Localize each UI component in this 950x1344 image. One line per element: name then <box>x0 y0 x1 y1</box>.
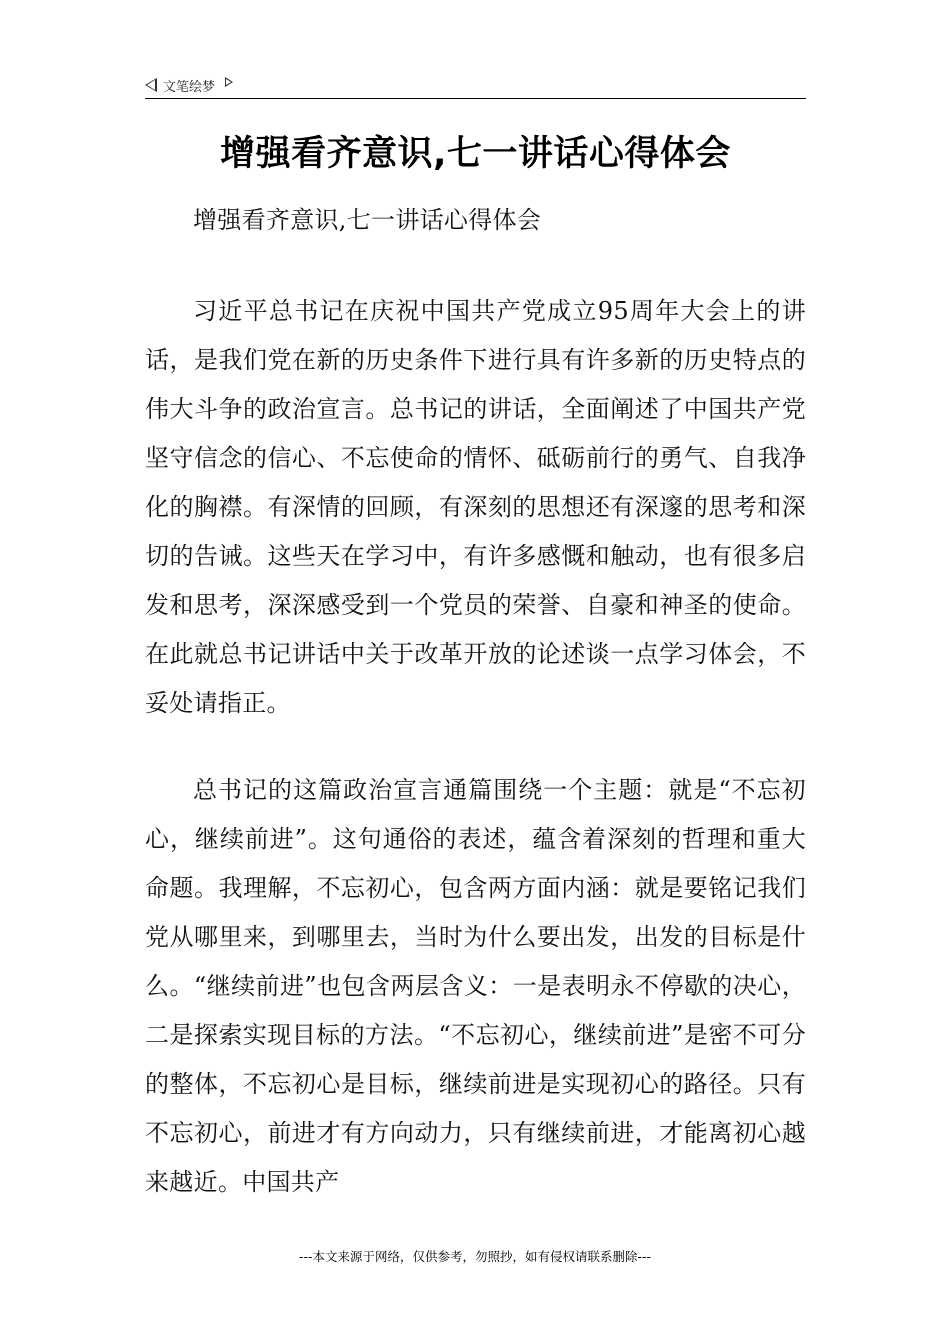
footer-notice: ---本文来源于网络，仅供参考，勿照抄，如有侵权请联系删除--- <box>298 1249 652 1264</box>
header-divider <box>145 98 806 99</box>
paragraph: 总书记的这篇政治宣言通篇围绕一个主题：就是“不忘初心，继续前进”。这句通俗的表述，蕴含着深刻的哲理和重大命题。我理解，不忘初心，包含两方面内涵：就是要铭记我们党从哪里来，到哪里去，当时为什么要出发，出发的目标是什么。“继续前进”也包含两层含义：一是表明永不停歇的决心，二是探索实现目标的方法。“不忘初心，继续前进”是密不可分的整体，不忘初心是目标，继续前进是实现初心的路径。只有不忘初心，前进才有方向动力，只有继续前进，才能离初心越来越近。中国共产 <box>145 776 806 1196</box>
document-subtitle: 增强看齐意识,七一讲话心得体会 <box>193 206 542 234</box>
document-title: 增强看齐意识,七一讲话心得体会 <box>220 134 731 174</box>
triangle-right-icon <box>225 77 233 87</box>
paragraph: 习近平总书记在庆祝中国共产党成立95周年大会上的讲话，是我们党在新的历史条件下进行具有许多新的历史特点的伟大斗争的政治宣言。总书记的讲话，全面阐述了中国共产党坚守信念的信心、不忘使命的情怀、砥砺前行的勇气、自我净化的胸襟。有深情的回顾，有深刻的思想还有深邃的思考和深切的告诫。这些天在学习中，有许多感慨和触动，也有很多启发和思考，深深感受到一个党员的荣誉、自豪和神圣的使命。在此就总书记讲话中关于改革开放的论述谈一点学习体会，不妥处请指正。 <box>145 297 806 717</box>
header-label: 文笔绘梦 <box>163 79 216 95</box>
document-header <box>145 72 233 98</box>
document-body <box>145 196 806 1207</box>
triangle-left-icon <box>145 78 157 92</box>
